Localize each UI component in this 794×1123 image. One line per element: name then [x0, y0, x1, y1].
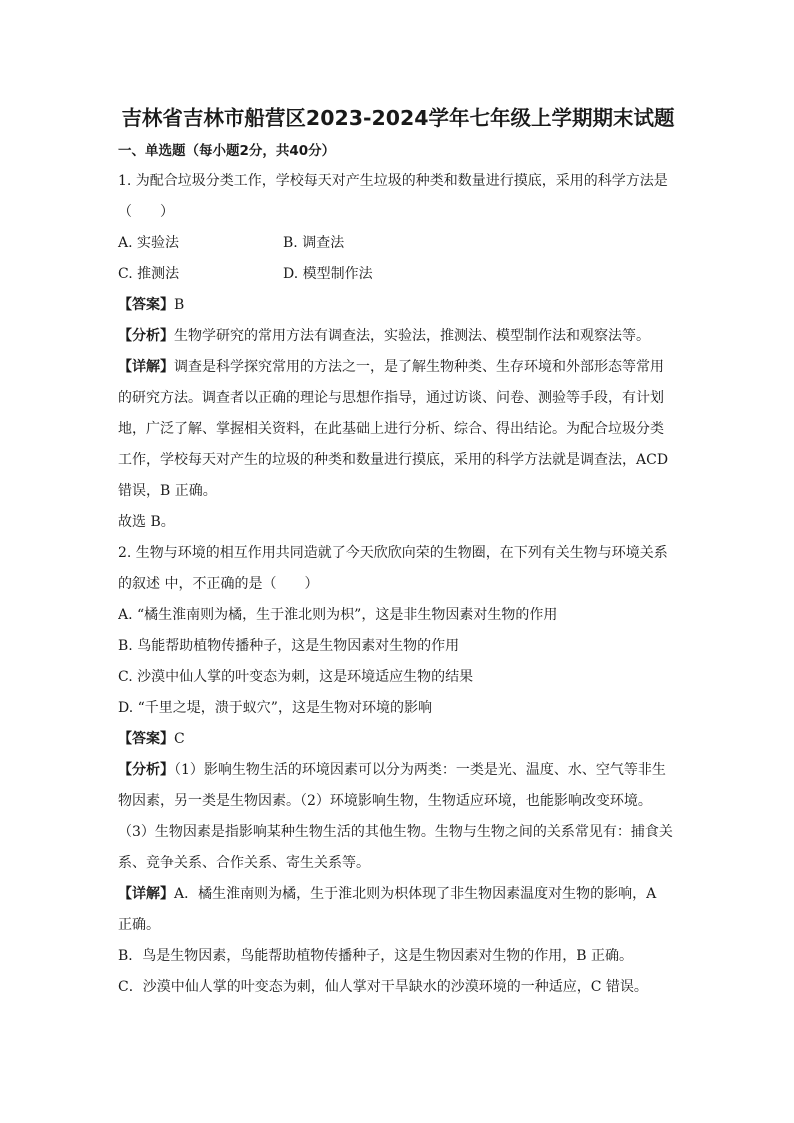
q1-conclusion: 故选 B。 [118, 514, 175, 530]
q1-detail-label: 【详解】 [118, 359, 174, 375]
q1-stem-line2: （ ） [118, 204, 174, 220]
q2-answer [118, 724, 678, 755]
q2-analysis-line4: 系、竞争关系、合作关系、寄生关系等。 [118, 855, 370, 871]
q1-detail-line2: 的研究方法。调查者以正确的理论与思想作指导，通过访谈、问卷、测验等手段，有计划 [118, 390, 664, 406]
q1-option-d: D. 模型制作法 [283, 266, 373, 282]
q1-option-a: A. 实验法 [118, 235, 180, 251]
q2-stem-line1: 2. 生物与环境的相互作用共同造就了今天欣欣向荣的生物圈，在下列有关生物与环境关系 [118, 545, 668, 561]
q1-option-b: B. 调查法 [283, 235, 345, 251]
q2-analysis-text1: （1）影响生物生活的环境因素可以分为两类：一类是光、温度、水、空气等非生 [174, 762, 666, 778]
q1-detail-text1: 调查是科学探究常用的方法之一，是了解生物种类、生存环境和外部形态等常用 [174, 359, 664, 375]
q2-analysis-line2: 物因素，另一类是生物因素。（2）环境影响生物，生物适应环境，也能影响改变环境。 [118, 793, 652, 809]
q2-analysis-label: 【分析】 [118, 762, 174, 778]
q1-analysis-text: 生物学研究的常用方法有调查法，实验法，推测法、模型制作法和观察法等。 [174, 328, 650, 344]
q1-detail-line4: 工作，学校每天对产生的垃圾的种类和数量进行摸底，采用的科学方法就是调查法，ACD [118, 452, 669, 468]
q2-analysis-line3: （3）生物因素是指影响某种生物生活的其他生物。生物与生物之间的关系常见有：捕食关 [118, 824, 673, 840]
q1-answer-label: 【答案】 [118, 297, 174, 313]
q2-detail-line4: C．沙漠中仙人掌的叶变态为刺，仙人掌对干旱缺水的沙漠环境的一种适应，C 错误。 [118, 979, 648, 995]
q1-analysis [118, 321, 678, 352]
q2-option-a: A. “橘生淮南则为橘，生于淮北则为枳”，这是非生物因素对生物的作用 [118, 607, 558, 623]
q1-options-row2 [118, 259, 678, 290]
q2-answer-value: C [174, 731, 185, 747]
q1-analysis-label: 【分析】 [118, 328, 174, 344]
q2-detail-line3: B．鸟是生物因素，鸟能帮助植物传播种子，这是生物因素对生物的作用，B 正确。 [118, 948, 634, 964]
section-heading: 一、单选题（每小题2分，共40分） [118, 143, 336, 159]
q2-option-c: C. 沙漠中仙人掌的叶变态为刺，这是环境适应生物的结果 [118, 669, 474, 685]
q2-stem-line2: 的叙述 中，不正确的是（ ） [118, 576, 319, 592]
q2-analysis-line1 [118, 755, 678, 786]
page-title: 吉林省吉林市船营区2023-2024学年七年级上学期期末试题 [121, 106, 675, 130]
q2-detail-line2: 正确。 [118, 917, 160, 933]
q1-option-c: C. 推测法 [118, 266, 180, 282]
q2-option-b: B. 鸟能帮助植物传播种子，这是生物因素对生物的作用 [118, 638, 460, 654]
q1-detail-line3: 地，广泛了解、掌握相关资料，在此基础上进行分析、综合、得出结论。为配合垃圾分类 [118, 421, 664, 437]
q1-detail-line1 [118, 352, 678, 383]
q2-answer-label: 【答案】 [118, 731, 174, 747]
q2-option-d: D. “千里之堤，溃于蚁穴”，这是生物对环境的影响 [118, 700, 432, 716]
q1-answer-value: B [174, 297, 185, 313]
q2-detail-label: 【详解】 [118, 886, 174, 902]
q1-stem-line1: 1. 为配合垃圾分类工作，学校每天对产生垃圾的种类和数量进行摸底，采用的科学方法是 [118, 173, 668, 189]
q2-detail-text1: A．橘生淮南则为橘，生于淮北则为枳体现了非生物因素温度对生物的影响，A [174, 886, 657, 902]
q1-options-row1 [118, 228, 678, 259]
document-content [118, 100, 678, 1003]
q1-answer [118, 290, 678, 321]
q1-detail-line5: 错误，B 正确。 [118, 483, 217, 499]
q2-detail-line1 [118, 879, 678, 910]
